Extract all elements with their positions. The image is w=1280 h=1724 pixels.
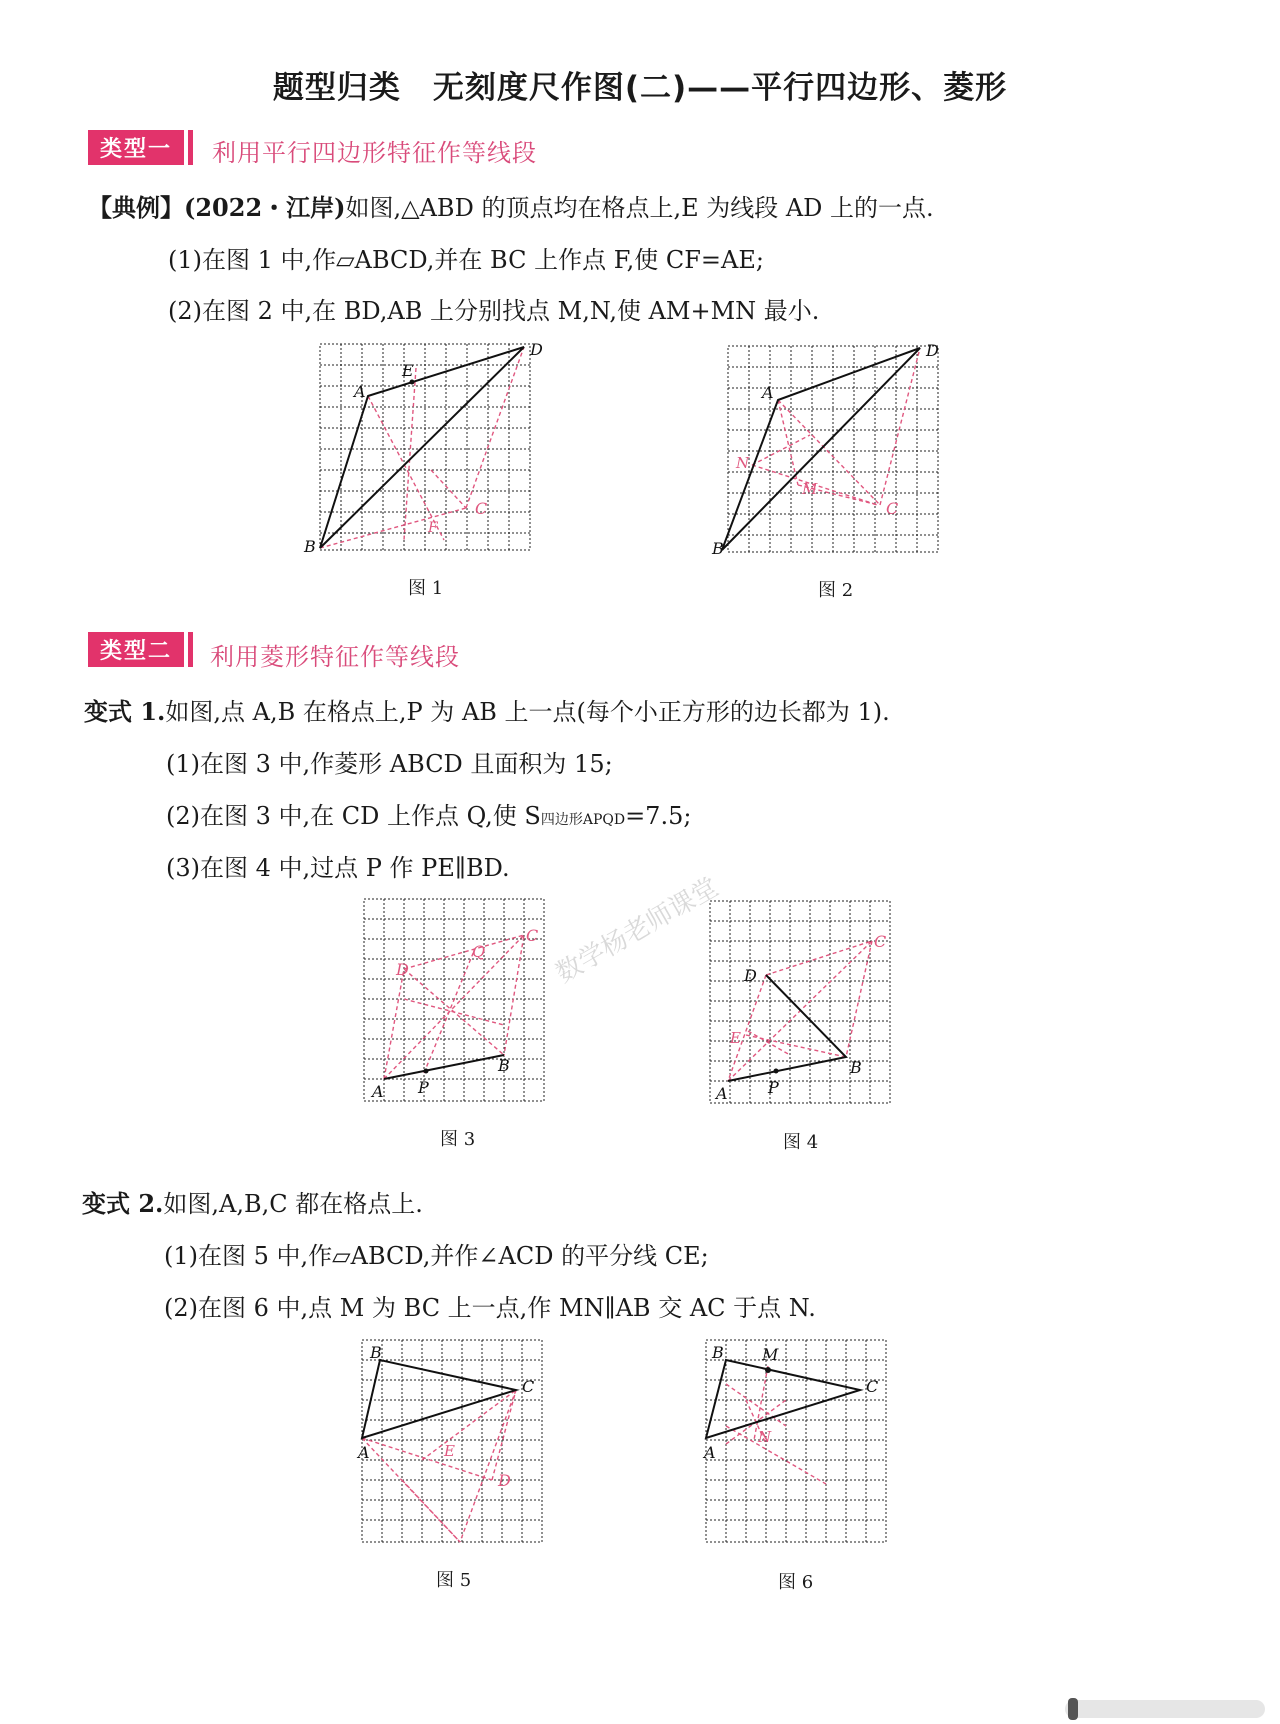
variant1-q2 [166,796,691,831]
label-a: A [372,1082,384,1101]
variant1-q1: (1)在图 3 中,作菱形 ABCD 且面积为 15; [166,750,613,778]
label-c: C [522,1377,535,1396]
variant1-q2-sub: 四边形APQD [540,812,626,828]
label-d: D [744,966,757,985]
label-m: M [802,480,818,498]
variant2-q1: (1)在图 5 中,作▱ABCD,并作∠ACD 的平分线 CE; [164,1242,709,1270]
variant2-q2: (2)在图 6 中,点 M 为 BC 上一点,作 MN∥AB 交 AC 于点 N. [164,1294,816,1322]
figure-6 [696,1334,896,1548]
label-b: B [712,539,724,558]
variant2-label: 变式 2. [82,1189,164,1218]
variant1-label: 变式 1. [84,697,166,726]
label-b: B [370,1343,382,1362]
construction-lines [752,348,920,505]
label-c: C [526,926,539,945]
figure-4-caption: 图 4 [783,1132,819,1153]
label-b: B [498,1056,510,1075]
watermark: 数学杨老师课堂 [551,872,724,990]
example-label: 【典例】 [88,193,184,222]
page-title: 题型归类 无刻度尺作图(二)——平行四边形、菱形 [272,70,1008,106]
example-source: (2022・江岸) [184,193,346,222]
triangle-dba [728,975,846,1081]
variant1-q2-pre: (2)在图 3 中,在 CD 上作点 Q,使 S [166,802,541,830]
figure-5 [352,1334,552,1546]
type1-badge: 类型一 [88,130,184,165]
variant2-text: 如图,A,B,C 都在格点上. [163,1190,423,1218]
type2-badge: 类型二 [88,632,184,667]
variant1-text: 如图,点 A,B 在格点上,P 为 AB 上一点(每个小正方形的边长都为 1). [165,698,890,726]
label-m: M [762,1345,779,1364]
grid [710,901,890,1103]
construction-lines [726,1366,826,1484]
label-b: B [850,1058,862,1077]
figure-5-caption: 图 5 [436,1570,472,1591]
triangle-abc [362,1360,516,1438]
label-b: B [712,1343,724,1362]
label-a: A [358,1443,370,1462]
label-a: A [762,383,774,402]
label-f: F [428,520,438,536]
figure-2-caption: 图 2 [818,580,854,601]
label-c: C [874,932,887,951]
label-d: D [530,340,543,359]
label-a: A [354,382,366,401]
grid [362,1340,542,1542]
type2-title: 利用菱形特征作等线段 [210,643,460,671]
label-c: C [866,1377,879,1396]
example-text: 如图,△ABD 的顶点均在格点上,E 为线段 AD 上的一点. [345,194,934,222]
label-a: A [716,1084,728,1103]
label-d: D [396,960,409,979]
label-e: E [402,361,414,380]
variant1-q3: (3)在图 4 中,过点 P 作 PE∥BD. [166,854,510,882]
variant1-q2-post: =7.5; [625,802,692,830]
triangle-abd [722,348,920,550]
triangle-abd [320,347,524,548]
construction-lines [362,1390,516,1542]
figure-2 [712,340,952,556]
label-c: C [886,499,899,518]
label-c: C [475,499,488,518]
label-q: Q [472,942,486,961]
label-n: N [736,454,750,472]
point-p [774,1069,779,1074]
label-p: P [768,1078,779,1097]
point-m [765,1367,771,1373]
page-scroll-track[interactable] [1065,1700,1265,1718]
variant1-statement [84,692,890,727]
figure-1 [304,340,550,556]
label-e: E [730,1029,741,1047]
label-p: P [418,1078,429,1097]
type1-title: 利用平行四边形特征作等线段 [212,139,537,167]
label-b: B [304,537,316,556]
triangle-abc [706,1360,860,1438]
grid [706,1340,886,1542]
figure-4 [700,895,900,1109]
example-statement [88,188,934,223]
label-n: N [758,1428,772,1446]
example-q2: (2)在图 2 中,在 BD,AB 上分别找点 M,N,使 AM+MN 最小. [168,297,820,325]
figure-3 [356,895,556,1107]
figure-1-caption: 图 1 [408,578,444,599]
label-d: D [498,1471,511,1490]
figure-6-caption: 图 6 [778,1572,814,1593]
example-q1: (1)在图 1 中,作▱ABCD,并在 BC 上作点 F,使 CF=AE; [168,246,764,274]
variant2-statement [82,1184,423,1219]
figure-3-caption: 图 3 [440,1129,476,1150]
point-e [410,380,415,385]
label-a: A [704,1443,716,1462]
label-e: E [444,1442,455,1460]
page-scroll-thumb[interactable] [1068,1698,1078,1720]
label-d: D [926,341,939,360]
point-p [424,1069,429,1074]
